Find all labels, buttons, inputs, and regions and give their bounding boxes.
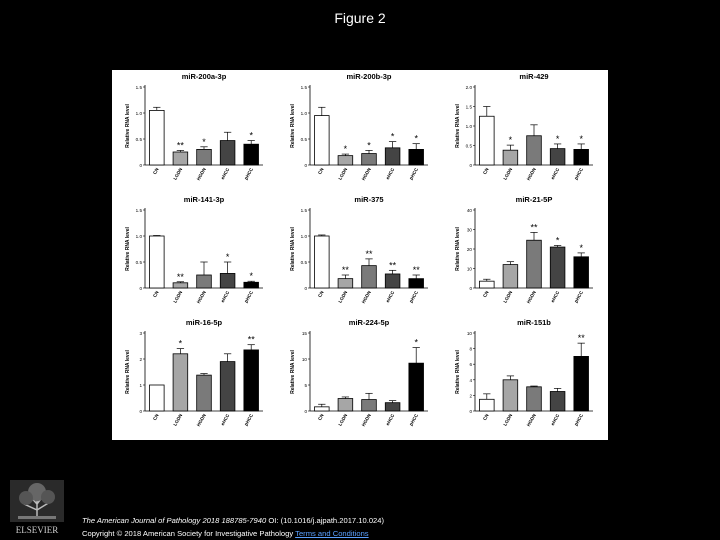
bar-eHCC	[550, 247, 565, 288]
y-axis-label: Relative RNA level	[455, 227, 461, 271]
y-tick-label: 1.0	[300, 111, 307, 116]
y-tick-label: 0	[139, 286, 142, 291]
significance-marker: *	[249, 130, 253, 141]
chart-title: miR-151b	[517, 318, 551, 327]
y-tick-label: 30	[466, 227, 472, 233]
chart-panel	[455, 195, 593, 304]
y-tick-label: 0	[304, 286, 307, 291]
bar-eHCC	[220, 141, 235, 165]
x-tick-label: pHCC	[243, 290, 255, 304]
y-tick-label: 0.5	[300, 260, 307, 265]
y-tick-label: 3	[139, 331, 142, 336]
y-tick-label: 1.0	[135, 234, 142, 239]
significance-marker: *	[390, 131, 395, 142]
bar-HGDN	[197, 275, 212, 288]
chart-panel	[290, 318, 428, 427]
x-tick-label: CN	[152, 167, 160, 176]
slide-title: Figure 2	[334, 10, 386, 26]
x-tick-label: HGDN	[360, 413, 372, 428]
chart-title: miR-21-5P	[515, 195, 553, 204]
doi-text: OI: (10.1016/j.ajpath.2017.10.024)	[268, 516, 385, 525]
x-tick-label: LGDN	[172, 290, 184, 304]
y-tick-label: 1.5	[465, 104, 472, 110]
y-tick-label: 1.5	[135, 208, 142, 213]
chart-panel	[125, 195, 263, 304]
x-tick-label: pHCC	[243, 413, 255, 427]
x-tick-label: eHCC	[219, 167, 231, 181]
y-tick-label: 8	[469, 346, 472, 352]
significance-marker: **	[247, 334, 255, 345]
bar-HGDN	[362, 266, 377, 288]
y-tick-label: 1.5	[135, 85, 142, 90]
x-tick-label: CN	[482, 167, 490, 176]
significance-marker: *	[508, 135, 513, 146]
significance-marker: **	[389, 260, 397, 271]
significance-marker: *	[249, 271, 253, 282]
x-tick-label: CN	[152, 290, 160, 299]
chart-grid	[112, 70, 608, 440]
x-tick-label: pHCC	[573, 413, 585, 427]
bar-LGDN	[173, 283, 188, 288]
bar-HGDN	[527, 240, 542, 288]
x-tick-label: LGDN	[502, 413, 514, 427]
bar-HGDN	[362, 154, 377, 165]
bar-CN	[314, 236, 329, 288]
x-tick-label: HGDN	[195, 413, 207, 428]
x-tick-label: HGDN	[195, 290, 207, 305]
bar-eHCC	[550, 149, 565, 165]
bar-CN	[149, 110, 164, 165]
x-tick-label: pHCC	[573, 167, 585, 181]
y-tick-label: 0	[304, 163, 307, 168]
y-tick-label: 1.0	[135, 111, 142, 116]
x-tick-label: CN	[317, 167, 325, 176]
bar-LGDN	[338, 156, 353, 165]
bar-CN	[479, 281, 494, 288]
bar-pHCC	[409, 149, 424, 165]
x-tick-label: LGDN	[172, 167, 184, 181]
x-tick-label: HGDN	[195, 167, 207, 182]
bar-LGDN	[338, 279, 353, 288]
significance-marker: **	[176, 271, 184, 282]
significance-marker: *	[414, 337, 418, 348]
y-tick-label: 0.5	[465, 143, 472, 149]
y-axis-label: Relative RNA level	[290, 350, 296, 394]
chart-panel	[125, 318, 263, 427]
x-tick-label: pHCC	[243, 167, 255, 181]
bar-pHCC	[574, 257, 589, 288]
chart-title: miR-429	[519, 72, 549, 81]
significance-marker: **	[365, 248, 373, 259]
bar-eHCC	[385, 148, 400, 165]
y-tick-label: 2	[139, 357, 142, 362]
bar-LGDN	[503, 380, 518, 411]
significance-marker: **	[412, 265, 420, 275]
bar-HGDN	[197, 375, 212, 411]
chart-title: miR-16-5p	[185, 318, 223, 327]
citation-footer	[82, 514, 384, 540]
x-tick-label: CN	[317, 290, 325, 299]
y-tick-label: 5	[304, 383, 307, 388]
x-tick-label: HGDN	[360, 167, 372, 182]
y-axis-label: Relative RNA level	[125, 350, 131, 394]
bar-pHCC	[244, 350, 259, 411]
x-tick-label: HGDN	[525, 413, 537, 428]
chart-title: miR-200a-3p	[181, 72, 227, 81]
x-tick-label: pHCC	[408, 167, 420, 181]
tree-icon	[10, 480, 64, 522]
significance-marker: *	[367, 140, 371, 151]
y-tick-label: 0	[469, 286, 472, 291]
bar-eHCC	[385, 403, 400, 411]
significance-marker: *	[579, 133, 583, 144]
bar-LGDN	[173, 354, 188, 411]
chart-panel	[290, 72, 428, 181]
x-tick-label: CN	[482, 413, 490, 422]
x-tick-label: LGDN	[337, 290, 349, 304]
significance-marker: *	[225, 252, 230, 262]
x-tick-label: eHCC	[219, 413, 231, 427]
copyright-line	[82, 527, 384, 540]
y-tick-label: 0	[139, 163, 142, 168]
y-axis-label: Relative RNA level	[290, 104, 296, 148]
y-tick-label: 1.5	[300, 85, 307, 90]
y-tick-label: 1.0	[465, 124, 472, 129]
x-tick-label: CN	[152, 413, 160, 422]
y-tick-label: 0.5	[135, 260, 142, 265]
x-tick-label: eHCC	[549, 167, 561, 181]
y-tick-label: 40	[466, 208, 472, 213]
chart-title: miR-141-3p	[183, 195, 225, 204]
x-tick-label: eHCC	[384, 413, 396, 427]
y-tick-label: 15	[301, 331, 307, 336]
y-tick-label: 2.0	[465, 85, 472, 90]
bar-CN	[149, 385, 164, 411]
significance-marker: **	[176, 140, 184, 151]
y-tick-label: 10	[301, 357, 307, 362]
significance-marker: *	[343, 144, 348, 155]
x-tick-label: eHCC	[219, 290, 231, 304]
bar-eHCC	[220, 362, 235, 411]
x-tick-label: CN	[317, 413, 325, 422]
x-tick-label: eHCC	[384, 290, 396, 304]
citation-line	[82, 514, 384, 527]
significance-marker: *	[178, 338, 183, 349]
bar-HGDN	[527, 136, 542, 165]
bar-LGDN	[338, 399, 353, 411]
bar-LGDN	[503, 150, 518, 165]
y-axis-label: Relative RNA level	[125, 227, 131, 271]
journal-citation: The American Journal of Pathology 2018 188785-7940	[82, 516, 267, 525]
chart-panel	[125, 72, 263, 181]
significance-marker: *	[555, 133, 560, 144]
significance-marker: *	[579, 242, 583, 253]
bar-pHCC	[244, 282, 259, 288]
y-tick-label: 0.5	[300, 137, 307, 142]
x-tick-label: pHCC	[573, 290, 585, 304]
y-tick-label: 10	[466, 266, 472, 272]
bar-HGDN	[527, 387, 542, 411]
elsevier-wordmark: ELSEVIER	[15, 525, 59, 535]
y-tick-label: 6	[469, 362, 472, 368]
y-tick-label: 1.5	[300, 208, 307, 213]
chart-title: miR-200b-3p	[346, 72, 392, 81]
bar-pHCC	[409, 363, 424, 411]
x-tick-label: eHCC	[549, 413, 561, 427]
y-axis-label: Relative RNA level	[455, 104, 461, 148]
bar-CN	[479, 399, 494, 411]
bar-pHCC	[574, 356, 589, 411]
bar-CN	[314, 116, 329, 165]
y-tick-label: 10	[466, 331, 472, 336]
x-tick-label: eHCC	[549, 290, 561, 304]
x-tick-label: LGDN	[172, 413, 184, 427]
chart-panel	[290, 195, 428, 304]
bar-CN	[479, 116, 494, 165]
terms-link[interactable]: Terms and Conditions	[295, 529, 369, 538]
copyright-text: Copyright © 2018 American Society for Investigative Pathology	[82, 529, 294, 538]
x-tick-label: eHCC	[384, 167, 396, 181]
chart-title: miR-224-5p	[348, 318, 390, 327]
y-tick-label: 1.0	[300, 234, 307, 239]
x-tick-label: LGDN	[502, 290, 514, 304]
bar-eHCC	[220, 273, 235, 288]
bar-pHCC	[574, 149, 589, 165]
x-tick-label: LGDN	[337, 167, 349, 181]
significance-marker: *	[555, 235, 560, 246]
bar-eHCC	[385, 274, 400, 288]
bar-pHCC	[244, 144, 259, 165]
bar-LGDN	[173, 152, 188, 165]
elsevier-logo	[6, 478, 68, 536]
significance-marker: **	[577, 333, 585, 344]
significance-marker: **	[530, 222, 538, 233]
y-tick-label: 20	[466, 247, 472, 252]
y-tick-label: 1	[139, 383, 142, 388]
x-tick-label: HGDN	[525, 167, 537, 182]
figure-panel	[112, 70, 608, 440]
y-tick-label: 0	[304, 409, 307, 414]
y-tick-label: 0	[469, 163, 472, 168]
significance-marker: *	[414, 133, 418, 144]
significance-marker: **	[341, 265, 349, 275]
y-tick-label: 0	[469, 409, 472, 414]
bar-eHCC	[550, 392, 565, 412]
y-tick-label: 2	[469, 393, 472, 399]
y-tick-label: 0.5	[135, 137, 142, 142]
x-tick-label: pHCC	[408, 290, 420, 304]
y-tick-label: 0	[139, 409, 142, 414]
bar-pHCC	[409, 279, 424, 288]
y-axis-label: Relative RNA level	[290, 227, 296, 271]
x-tick-label: LGDN	[502, 167, 514, 181]
y-tick-label: 4	[469, 377, 472, 383]
x-tick-label: CN	[482, 290, 490, 299]
y-axis-label: Relative RNA level	[455, 350, 461, 394]
bar-CN	[149, 236, 164, 288]
significance-marker: *	[202, 136, 206, 147]
x-tick-label: pHCC	[408, 413, 420, 427]
chart-title: miR-375	[354, 195, 384, 204]
x-tick-label: LGDN	[337, 413, 349, 427]
bar-CN	[314, 407, 329, 411]
bar-HGDN	[362, 400, 377, 411]
bar-LGDN	[503, 265, 518, 288]
y-axis-label: Relative RNA level	[125, 104, 131, 148]
chart-panel	[455, 72, 593, 181]
x-tick-label: HGDN	[360, 290, 372, 305]
bar-HGDN	[197, 149, 212, 165]
x-tick-label: HGDN	[525, 290, 537, 305]
chart-panel	[455, 318, 593, 427]
